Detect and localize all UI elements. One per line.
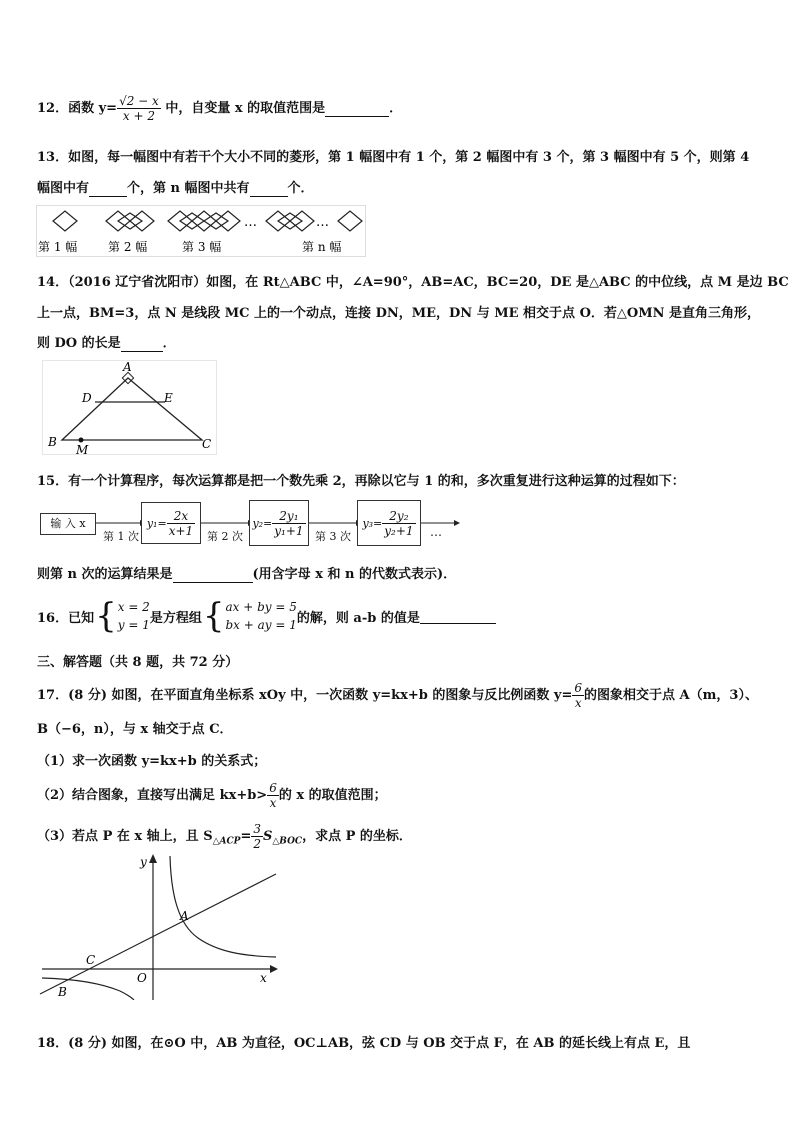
hyperbola-branch-1 <box>170 856 276 957</box>
q14-line3 <box>37 332 176 352</box>
q13-rhombus-figure <box>36 205 366 257</box>
q14-triangle-figure <box>42 360 217 455</box>
q12-text: 中，自变量 x 的取值范围是 <box>160 101 326 116</box>
q16-sys2-eq2: bx + ay = 1 <box>225 618 297 632</box>
label-c: C <box>86 953 96 967</box>
q15-step-2: 第 2 次 <box>207 530 243 543</box>
q16-text: 的解，则 a-b 的值是 <box>296 610 420 626</box>
label-o: O <box>137 971 147 985</box>
label-b: B <box>58 985 67 999</box>
q17-eq: = <box>240 829 252 844</box>
q17-sub-acp: △ACP <box>212 836 241 847</box>
q15-box2-frac <box>272 509 305 538</box>
q13-dots: … <box>316 215 329 230</box>
q14-line3-b: ． <box>162 336 176 351</box>
q15-box1-lhs: y₁= <box>146 516 167 530</box>
q16-system-1 <box>118 598 150 634</box>
section-3-title: 三、解答题（共 8 题，共 72 分） <box>37 655 239 670</box>
label-y: y <box>140 855 147 869</box>
q15-box-1 <box>141 502 201 544</box>
q15-box3-frac <box>382 509 415 538</box>
rhombus-shape <box>53 211 77 231</box>
label-b: B <box>48 435 57 449</box>
q13-label-2: 第 2 幅 <box>108 240 148 254</box>
q15-more: … <box>430 525 442 539</box>
q13-line2-a: 幅图中有 <box>37 181 90 196</box>
q17-part3-den: 2 <box>253 837 261 851</box>
q12-denominator: x + 2 <box>122 109 155 123</box>
q13-label-3: 第 3 幅 <box>182 240 222 254</box>
q16 <box>37 596 496 636</box>
q13-line1: 13．如图，每一幅图中有若干个大小不同的菱形，第 1 幅图中有 1 个，第 2 幅图中有 3 个，第 3 幅图中有 5 个，则第 4 <box>37 150 750 165</box>
label-d: D <box>82 391 92 405</box>
q15-line2-a: 则第 n 次的运算结果是 <box>37 567 173 582</box>
q15-box1-frac <box>167 509 195 538</box>
q12-end: ． <box>389 101 403 116</box>
q13-blank-2[interactable] <box>250 181 288 197</box>
q17-line1 <box>37 681 758 710</box>
q15-input-label: 输 入 x <box>50 517 86 530</box>
label-a: A <box>180 909 189 923</box>
q15-box2-num: 2y₁ <box>272 509 305 524</box>
q12-fraction <box>117 94 161 123</box>
q17-graph-figure <box>38 854 278 1000</box>
q17-part1: （1）求一次函数 y=kx+b 的关系式； <box>37 754 267 769</box>
label-e: E <box>164 391 173 405</box>
q17-line2: B（−6，n），与 x 轴交于点 C． <box>37 722 233 737</box>
q17-line1-a: 17．(8 分) 如图，在平面直角坐标系 xOy 中，一次函数 y=kx+b 的图象与反比例函数 y= <box>37 688 573 703</box>
q17-line1-b: 的图象相交于点 A（m，3）、 <box>584 688 758 703</box>
q17-part2-b: 的 x 的取值范围； <box>278 788 387 803</box>
q17-part3-a: （3）若点 P 在 x 轴上，且 S <box>37 829 213 844</box>
q14-line2: 上一点，BM=3，点 N 是线段 MC 上的一个动点，连接 DN，ME，DN 与 ME 相交于点 O．若△OMN 是直角三角形， <box>37 306 761 321</box>
q17-part3-num: 3 <box>253 822 261 836</box>
q15-box-2 <box>249 500 309 546</box>
hyperbola-branch-3 <box>42 978 134 1000</box>
q17-part2 <box>37 781 387 810</box>
q16-system-2 <box>226 598 297 634</box>
q15-line2 <box>37 563 456 583</box>
q15-line1: 15．有一个计算程序，每次运算都是把一个数先乘 2，再除以它与 1 的和，多次重复进行这种运算的过程如下： <box>37 474 685 489</box>
rhombus-shape <box>338 211 362 231</box>
q16-sys1-eq1: x = 2 <box>117 600 150 614</box>
label-x: x <box>260 971 267 985</box>
q12 <box>37 94 402 123</box>
q15-step-1: 第 1 次 <box>103 530 139 543</box>
label-m: M <box>76 443 89 455</box>
q14-line1: 14．（2016 辽宁省沈阳市）如图，在 Rt△ABC 中，∠A=90°，AB=AC，BC=20，DE 是△ABC 的中位线，点 M 是边 BC <box>37 275 789 290</box>
q16-mid: 是方程组 <box>149 610 202 626</box>
q17-part3-b: ，求点 P 的坐标． <box>302 829 412 844</box>
point-m <box>79 438 84 443</box>
q18-line1: 18．(8 分) 如图，在⊙O 中，AB 为直径，OC⊥AB，弦 CD 与 OB 交于点 F，在 AB 的延长线上有点 E，且 <box>37 1036 691 1051</box>
q15-answer-blank[interactable] <box>173 567 253 583</box>
q15-box3-den: y₂+1 <box>384 523 414 538</box>
q16-answer-blank[interactable] <box>420 608 496 624</box>
q17-part2-a: （2）结合图象，直接写出满足 kx+b> <box>37 788 268 803</box>
q13-line2-c: 个． <box>287 181 314 196</box>
q17-part3-fraction <box>251 822 263 851</box>
q15-box-3 <box>357 500 421 546</box>
q14-answer-blank[interactable] <box>121 336 163 352</box>
q16-brace-1: { <box>95 596 117 636</box>
q16-sys2-eq1: ax + by = 5 <box>225 600 297 614</box>
q17-s: S <box>262 829 273 844</box>
q12-numerator: √2 − x <box>119 94 159 108</box>
q16-sys1-eq2: y = 1 <box>117 618 150 632</box>
label-c: C <box>202 437 212 451</box>
q15-box3-lhs: y₃= <box>362 516 383 530</box>
q13-blank-1[interactable] <box>89 181 127 197</box>
q12-prefix: 12．函数 y= <box>37 101 118 116</box>
q15-box3-num: 2y₂ <box>382 509 415 524</box>
q17-frac-den: x <box>574 696 582 710</box>
q15-box2-lhs: y₂= <box>252 516 273 530</box>
q17-fraction <box>572 681 584 710</box>
q17-frac-num: 6 <box>574 681 583 695</box>
q13-label-n: 第 n 幅 <box>302 240 342 254</box>
triangle-abc <box>62 378 202 440</box>
q15-box1-num: 2x <box>167 509 195 524</box>
q16-brace-2: { <box>202 596 225 636</box>
q15-box2-den: y₁+1 <box>274 523 304 538</box>
q15-input-box <box>40 513 96 535</box>
q17-sub-boc: △BOC <box>272 836 303 847</box>
q17-part3 <box>37 822 412 851</box>
q15-line2-b: (用含字母 x 和 n 的代数式表示)． <box>252 567 457 582</box>
q12-answer-blank[interactable] <box>325 101 389 117</box>
q15-step-3: 第 3 次 <box>315 530 351 543</box>
q16-prefix: 16．已知 <box>37 610 95 626</box>
q17-part2-num: 6 <box>269 781 277 795</box>
q13-line2-b: 个，第 n 幅图中共有 <box>127 181 250 196</box>
q14-line3-a: 则 DO 的长是 <box>37 336 121 351</box>
label-a: A <box>123 360 132 374</box>
q13-label-1: 第 1 幅 <box>38 240 78 254</box>
q17-part2-fraction <box>267 781 279 810</box>
q13-line2 <box>37 177 314 197</box>
linear-function <box>40 874 276 994</box>
q13-dots: … <box>244 215 257 230</box>
q17-part2-den: x <box>269 796 277 810</box>
q15-box1-den: x+1 <box>168 523 194 538</box>
